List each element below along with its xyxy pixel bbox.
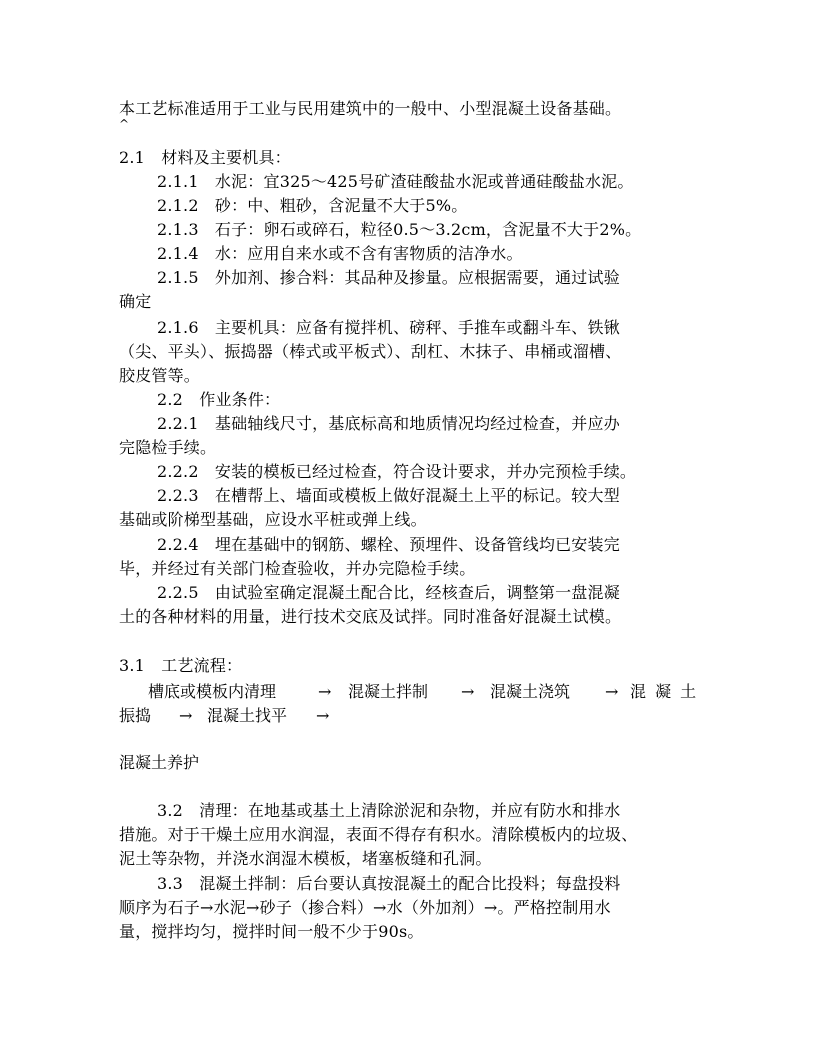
flow-step-vibrating-part1: 混 凝 土 [630, 682, 699, 701]
section-2-2-3-line2: 基础或阶梯型基础，应设水平桩或弹上线。 [119, 510, 427, 529]
section-2-1-6-line3: 胶皮管等。 [119, 366, 201, 385]
flow-step-leveling: 混凝土找平 [207, 706, 288, 725]
section-2-1-6-line1: 2.1.6 主要机具：应备有搅拌机、磅秤、手推车或翻斗车、铁锹 [157, 318, 620, 337]
section-2-1-5-line2: 确定 [119, 292, 152, 311]
section-3-2-line1: 3.2 清理：在地基或基土上清除淤泥和杂物，并应有防水和排水 [157, 801, 621, 820]
section-2-1-3: 2.1.3 石子：卵石或碎石，粒径0.5～3.2cm，含泥量不大于2%。 [157, 220, 642, 239]
section-2-2-title: 2.2 作业条件： [157, 390, 281, 409]
flow-arrow-5: → [316, 706, 330, 725]
flow-arrow-2: → [461, 682, 475, 701]
section-2-1-4: 2.1.4 水：应用自来水或不含有害物质的洁净水。 [157, 244, 523, 263]
section-2-1-2: 2.1.2 砂：中、粗砂，含泥量不大于5%。 [157, 196, 468, 215]
section-2-2-1-line2: 完隐检手续。 [119, 438, 217, 457]
section-2-1-5-line1: 2.1.5 外加剂、掺合料：其品种及掺量。应根据需要，通过试验 [157, 268, 620, 287]
section-2-2-4-line2: 毕，并经过有关部门检查验收，并办完隐检手续。 [119, 559, 476, 578]
flow-arrow-1: → [318, 682, 332, 701]
section-3-3-line1: 3.3 混凝土拌制：后台要认真按混凝土的配合比投料；每盘投料 [157, 874, 621, 893]
section-2-2-2: 2.2.2 安装的模板已经过检查，符合设计要求，并办完预检手续。 [157, 462, 637, 481]
section-2-1-6-line2: （尖、平头）、振捣器（棒式或平板式）、刮杠、木抹子、串桶或溜槽、 [119, 342, 622, 361]
flow-arrow-4: → [179, 706, 193, 725]
section-3-2-line3: 泥土等杂物，并浇水润湿木模板，堵塞板缝和孔洞。 [119, 849, 492, 868]
section-3-3-line2: 顺序为石子→水泥→砂子（掺合料）→水（外加剂）→。严格控制用水 [119, 898, 611, 917]
section-2-2-5-line2: 土的各种材料的用量，进行技术交底及试拌。同时准备好混凝土试模。 [119, 607, 622, 626]
flow-arrow-3: → [605, 682, 619, 701]
section-3-3-line3: 量，搅拌均匀，搅拌时间一般不少于90s。 [119, 922, 424, 941]
section-2-2-3-line1: 2.2.3 在槽帮上、墙面或模板上做好混凝土上平的标记。较大型 [157, 486, 620, 505]
caret-mark: ^ [119, 117, 130, 131]
section-2-2-1-line1: 2.2.1 基础轴线尺寸，基底标高和地质情况均经过检查，并应办 [157, 414, 620, 433]
intro-paragraph: 本工艺标准适用于工业与民用建筑中的一般中、小型混凝土设备基础。 [119, 99, 622, 118]
flow-step-pouring: 混凝土浇筑 [490, 682, 571, 701]
flow-step-vibrating-part2: 振捣 [119, 706, 152, 725]
flow-step-curing: 混凝土养护 [119, 753, 200, 772]
section-3-1-title: 3.1 工艺流程： [119, 656, 243, 675]
section-2-1-title: 2.1 材料及主要机具： [119, 148, 291, 167]
flow-step-cleaning: 槽底或模板内清理 [148, 682, 277, 701]
section-2-1-1: 2.1.1 水泥：宜325～425号矿渣硅酸盐水泥或普通硅酸盐水泥。 [157, 172, 634, 191]
flow-step-mixing: 混凝土拌制 [348, 682, 429, 701]
section-3-2-line2: 措施。对于干燥土应用水润湿，表面不得存有积水。清除模板内的垃圾、 [119, 825, 638, 844]
section-2-2-4-line1: 2.2.4 埋在基础中的钢筋、螺栓、预埋件、设备管线均已安装完 [157, 535, 620, 554]
section-2-2-5-line1: 2.2.5 由试验室确定混凝土配合比，经核查后，调整第一盘混凝 [157, 583, 620, 602]
